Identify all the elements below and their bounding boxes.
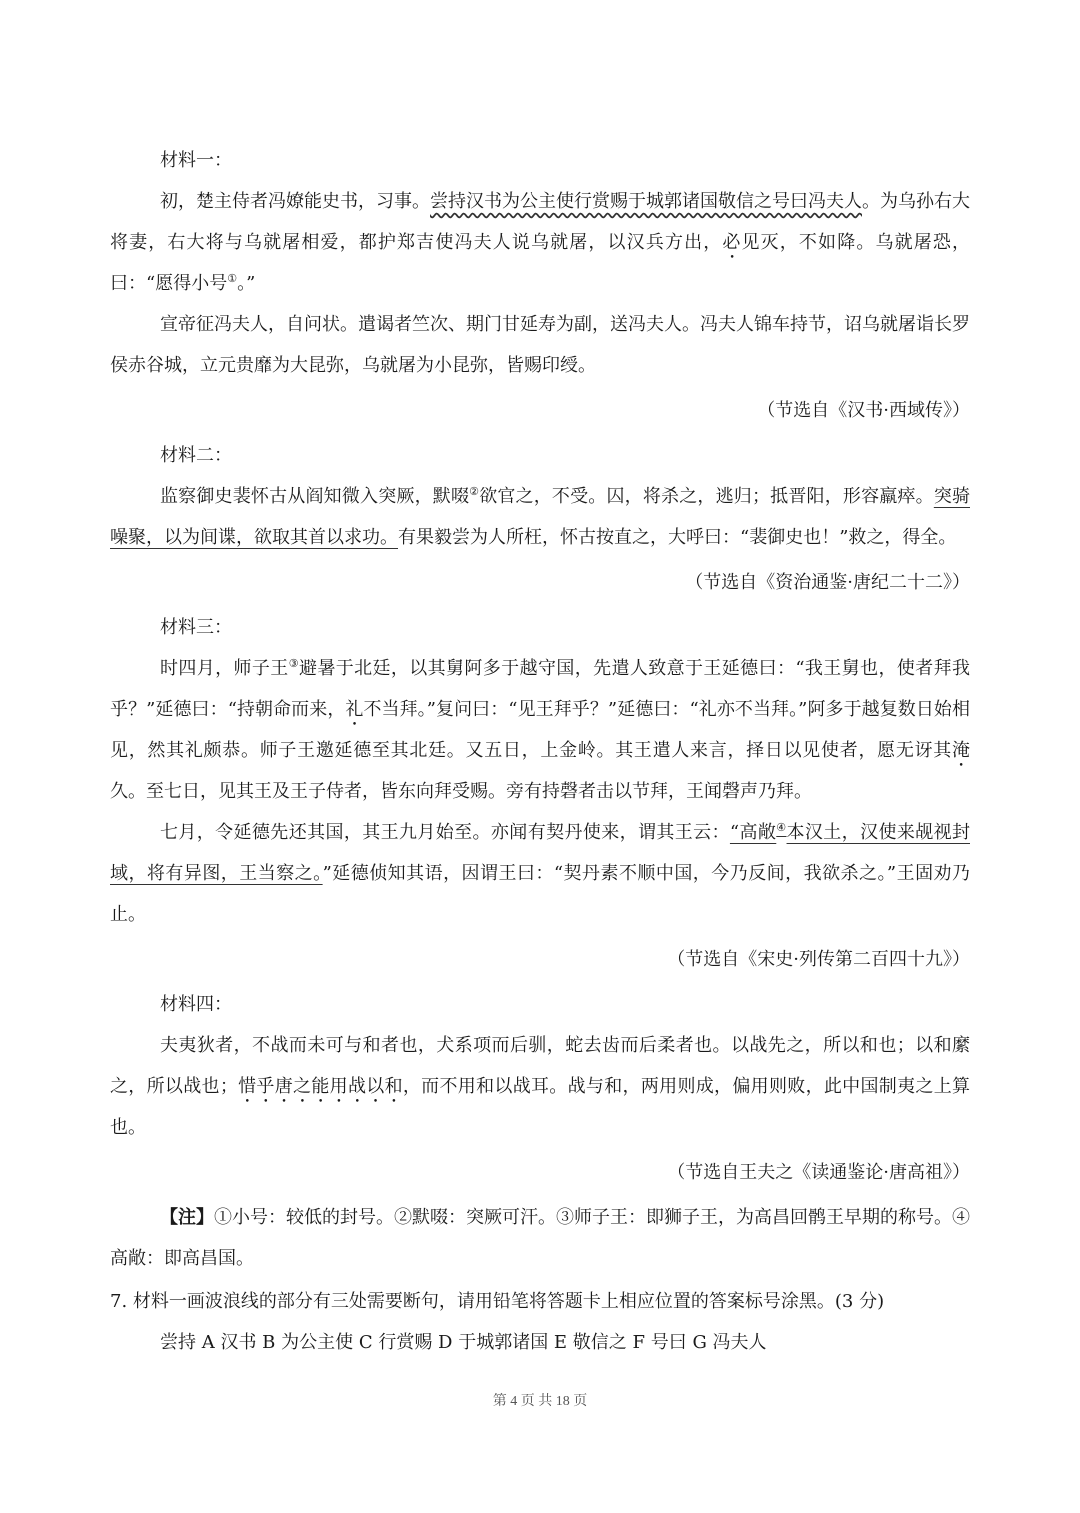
footnote-marker-3: ③ [288,657,299,670]
material-1-paragraph-2: 宣帝征冯夫人，自问状。遣谒者竺次、期门甘延寿为副，送冯夫人。冯夫人锦车持节，诏乌就屠诣长罗侯赤谷城，立元贵靡为大昆弥，乌就屠为小昆弥，皆赐印绶。 [110,314,970,376]
material-2-source: （节选自《资治通鉴·唐纪二十二》） [685,572,970,593]
underlined-sentence-part-2: 本汉土，汉使来觇视封域，将有异图，王当察之。 [110,822,970,884]
passage-content [110,140,970,1363]
material-1-source: （节选自《汉书·西域传》） [757,400,970,421]
question-7: 7. 材料一画波浪线的部分有三处需要断句，请用铅笔将答题卡上相应位置的答案标号涂黑。(3 分) [110,1291,885,1312]
m3-text-c: 不当拜。”复问曰：“见王拜乎？”延德曰：“礼亦不当拜。”阿多于越复数日始相见，然其礼颇恭。师子王邀延德至其北廷。又五日，上金岭。其王遣人来言，择日以见使者，愿无讶其 [110,699,971,761]
m3-text-b: 避暑于北廷，以其舅阿多于越守国，先遣人致意于王延德曰：“我王舅也，使者拜我乎？”延德曰：“持朝命而来， [110,658,970,720]
m1-text-c: 见灭，不如降。乌就屠恐，曰：“愿得小号 [110,232,971,294]
m1-text-b: 。为乌孙右大将妻，右大将与乌就屠相爱，都护郑吉使冯夫人说乌就屠，以汉兵方出， [110,191,970,253]
m3-text-a: 时四月，师子王 [160,658,289,679]
dotted-char: 礼 [345,699,364,720]
footnote-marker-2: ② [469,485,480,498]
dotted-char: 必 [722,232,742,253]
wavy-underlined-text: 尝持汉书为公主使行赏赐于城郭诸国敬信之号曰冯夫人 [430,191,862,212]
m3-p2-text-b: ”延德侦知其语，因谓王曰：“契丹素不顺中国，今乃反间，我欲杀之。”王固劝乃止。 [110,863,971,925]
page-footer: 第 4 页 共 18 页 [492,1394,588,1409]
dotted-char: 淹 [952,740,970,761]
m2-text-c: 有果毅尝为人所枉，怀古按直之，大呼曰：“裴御史也！”救之，得全。 [398,527,957,548]
material-3-label: 材料三： [160,617,232,638]
question-7-options: 尝持 A 汉书 B 为公主使 C 行赏赐 D 于城郭诸国 E 敬信之 F 号曰 G 冯夫人 [160,1332,767,1353]
footnote-marker-4: ④ [776,821,787,834]
m2-text-b: 欲官之，不受。囚，将杀之，逃归；抵晋阳，形容羸瘁。 [479,486,934,507]
note-title: 【注】 [160,1207,214,1228]
material-4-label: 材料四： [160,994,232,1015]
underlined-sentence: 突骑噪聚，以为间谍，欲取其首以求功。 [110,486,970,548]
material-4-source: （节选自王夫之《读通鉴论·唐高祖》） [667,1162,970,1183]
m4-text-a: 夫夷狄者，不战而未可与和者也，犬系项而后驯，蛇去齿而后柔者也。以战先之，所以和也；以和縻之，所以战也； [110,1035,970,1097]
m3-text-d: 久。至七日，见其王及王子侍者，皆东向拜受赐。旁有持磬者击以节拜，王闻磬声乃拜。 [110,781,812,802]
m4-text-b: ，而不用和以战耳。战与和，两用则成，偏用则败，此中国制夷之上算也。 [110,1076,971,1138]
material-4-paragraph-1 [110,1025,970,1148]
material-1-label: 材料一： [160,150,232,171]
material-3-source: （节选自《宋史·列传第二百四十九》） [667,949,970,970]
note-text: ①小号：较低的封号。②默啜：突厥可汗。③师子王：即狮子王，为高昌回鹘王早期的称号。④高敞：即高昌国。 [110,1207,970,1269]
material-2-paragraph-1 [110,476,970,558]
footnotes [110,1197,970,1279]
m3-p2-text-a: 七月，令延德先还其国，其王九月始至。亦闻有契丹使来，谓其王云： [160,822,730,843]
material-3-paragraph-1 [110,648,970,812]
m1-text-d: 。” [237,273,256,294]
underlined-sentence-part-1: “高敞 [729,822,777,843]
m1-text-a: 初，楚主侍者冯嫽能史书，习事。 [160,191,430,212]
material-1-paragraph-1 [110,181,970,304]
m2-text-a: 监察御史裴怀古从阎知微入突厥，默啜 [160,486,470,507]
material-2-label: 材料二： [160,445,232,466]
footnote-marker-1: ① [227,272,238,285]
material-3-paragraph-2 [110,812,970,935]
dotted-phrase: 惜乎唐之能用战以和 [237,1076,403,1097]
